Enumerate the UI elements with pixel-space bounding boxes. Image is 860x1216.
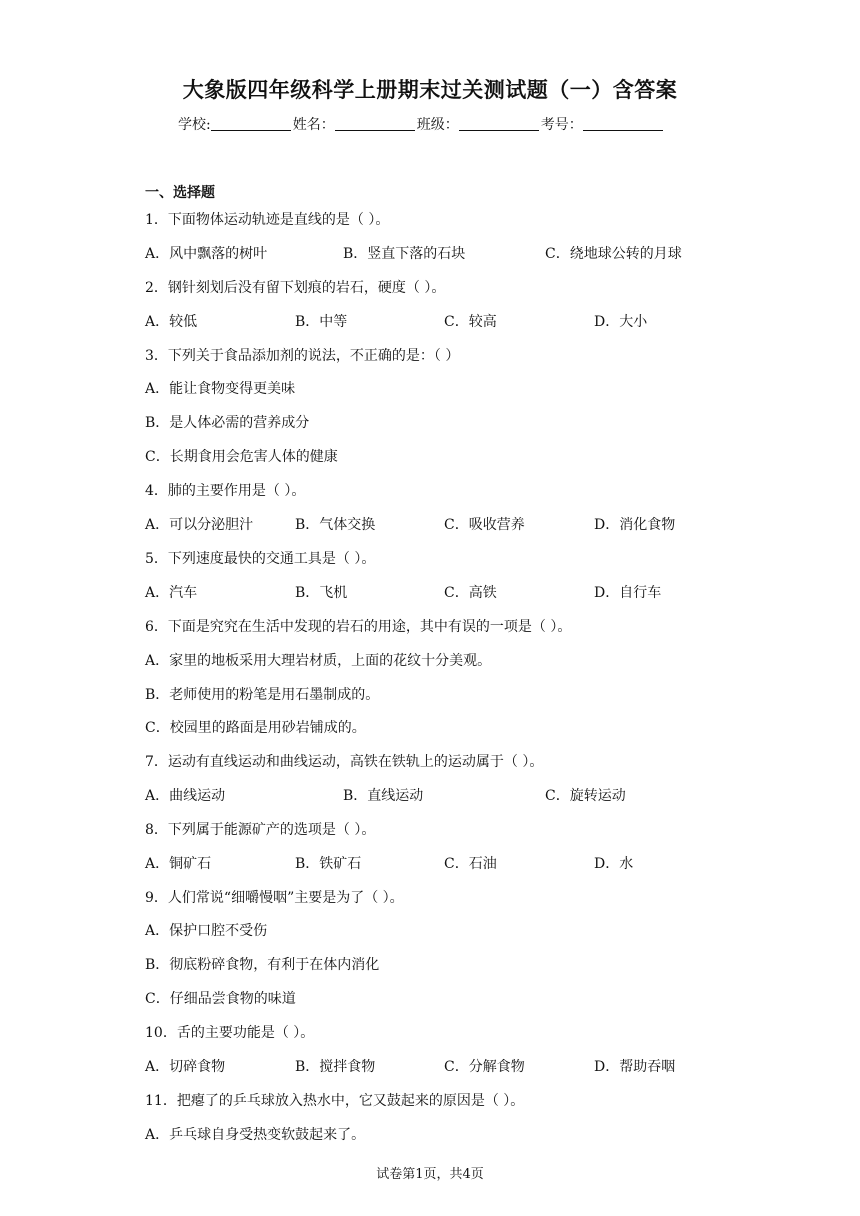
option-c: C．旋转运动: [545, 788, 626, 804]
option-d: D．帮助吞咽: [594, 1059, 676, 1075]
question-3-option-b: B．是人体必需的营养成分: [145, 415, 310, 431]
page-footer: 试卷第1页，共4页: [376, 1167, 484, 1182]
option-d: D．水: [594, 856, 634, 872]
question-6-option-a: A．家里的地板采用大理岩材质，上面的花纹十分美观。: [145, 653, 492, 669]
question-2-stem: 2．钢针刻划后没有留下划痕的岩石，硬度（ ）。: [145, 280, 446, 296]
name-blank: [335, 116, 415, 131]
question-1-options: [145, 243, 745, 263]
option-b: B．竖直下落的石块: [343, 246, 466, 262]
question-1-stem: 1．下面物体运动轨迹是直线的是（ ）。: [145, 212, 390, 228]
class-label: 班级：: [416, 117, 459, 133]
question-3-option-a: A．能让食物变得更美味: [145, 381, 296, 397]
option-a: A．铜矿石: [145, 856, 212, 872]
question-6-option-b: B．老师使用的粉笔是用石墨制成的。: [145, 687, 380, 703]
option-d: D．自行车: [594, 585, 662, 601]
option-b: B．铁矿石: [295, 856, 362, 872]
class-blank: [459, 116, 539, 131]
question-5-options: [145, 582, 745, 602]
student-info-line: [178, 114, 665, 134]
page-title: 大象版四年级科学上册期末过关测试题（一）含答案: [182, 78, 678, 102]
question-5-stem: 5．下列速度最快的交通工具是（ ）。: [145, 551, 376, 567]
question-4-options: [145, 514, 745, 534]
option-c: C．高铁: [444, 585, 497, 601]
option-a: A．较低: [145, 314, 198, 330]
option-b: B．中等: [295, 314, 348, 330]
option-c: C．分解食物: [444, 1059, 525, 1075]
option-b: B．搅拌食物: [295, 1059, 376, 1075]
question-9-option-a: A．保护口腔不受伤: [145, 923, 268, 939]
question-7-stem: 7．运动有直线运动和曲线运动，高铁在铁轨上的运动属于（ ）。: [145, 754, 544, 770]
question-11-option-a: A．乒乓球自身受热变软鼓起来了。: [145, 1127, 366, 1143]
question-6-stem: 6．下面是究究在生活中发现的岩石的用途，其中有误的一项是（ ）。: [145, 619, 572, 635]
question-6-option-c: C．校园里的路面是用砂岩铺成的。: [145, 720, 366, 736]
question-3-option-c: C．长期食用会危害人体的健康: [145, 449, 338, 465]
question-10-stem: 10．舌的主要功能是（ ）。: [145, 1025, 315, 1041]
option-d: D．消化食物: [594, 517, 676, 533]
question-9-stem: 9．人们常说“细嚼慢咽”主要是为了（ ）。: [145, 890, 404, 906]
question-8-stem: 8．下列属于能源矿产的选项是（ ）。: [145, 822, 376, 838]
option-a: A．可以分泌胆汁: [145, 517, 254, 533]
question-9-option-b: B．彻底粉碎食物，有利于在体内消化: [145, 957, 380, 973]
question-2-options: [145, 311, 745, 331]
school-blank: [211, 116, 291, 131]
option-a: A．风中飘落的树叶: [145, 246, 268, 262]
option-d: D．大小: [594, 314, 648, 330]
question-9-option-c: C．仔细品尝食物的味道: [145, 991, 296, 1007]
option-a: A．切碎食物: [145, 1059, 226, 1075]
question-3-stem: 3．下列关于食品添加剂的说法，不正确的是：（ ）: [145, 348, 460, 364]
option-a: A．曲线运动: [145, 788, 226, 804]
name-label: 姓名：: [292, 117, 335, 133]
question-7-options: [145, 785, 745, 805]
option-c: C．较高: [444, 314, 497, 330]
option-b: B．直线运动: [343, 788, 424, 804]
question-11-stem: 11．把瘪了的乒乓球放入热水中，它又鼓起来的原因是（ ）。: [145, 1093, 525, 1109]
school-label: 学校:: [178, 117, 211, 133]
exam-no-label: 考号：: [540, 117, 583, 133]
question-10-options: [145, 1056, 745, 1076]
option-c: C．绕地球公转的月球: [545, 246, 682, 262]
option-c: C．石油: [444, 856, 497, 872]
option-c: C．吸收营养: [444, 517, 525, 533]
question-8-options: [145, 853, 745, 873]
option-b: B．飞机: [295, 585, 348, 601]
option-a: A．汽车: [145, 585, 198, 601]
exam-no-blank: [583, 116, 663, 131]
section-heading: 一、选择题: [145, 185, 215, 201]
option-b: B．气体交换: [295, 517, 376, 533]
question-4-stem: 4．肺的主要作用是（ ）。: [145, 483, 306, 499]
